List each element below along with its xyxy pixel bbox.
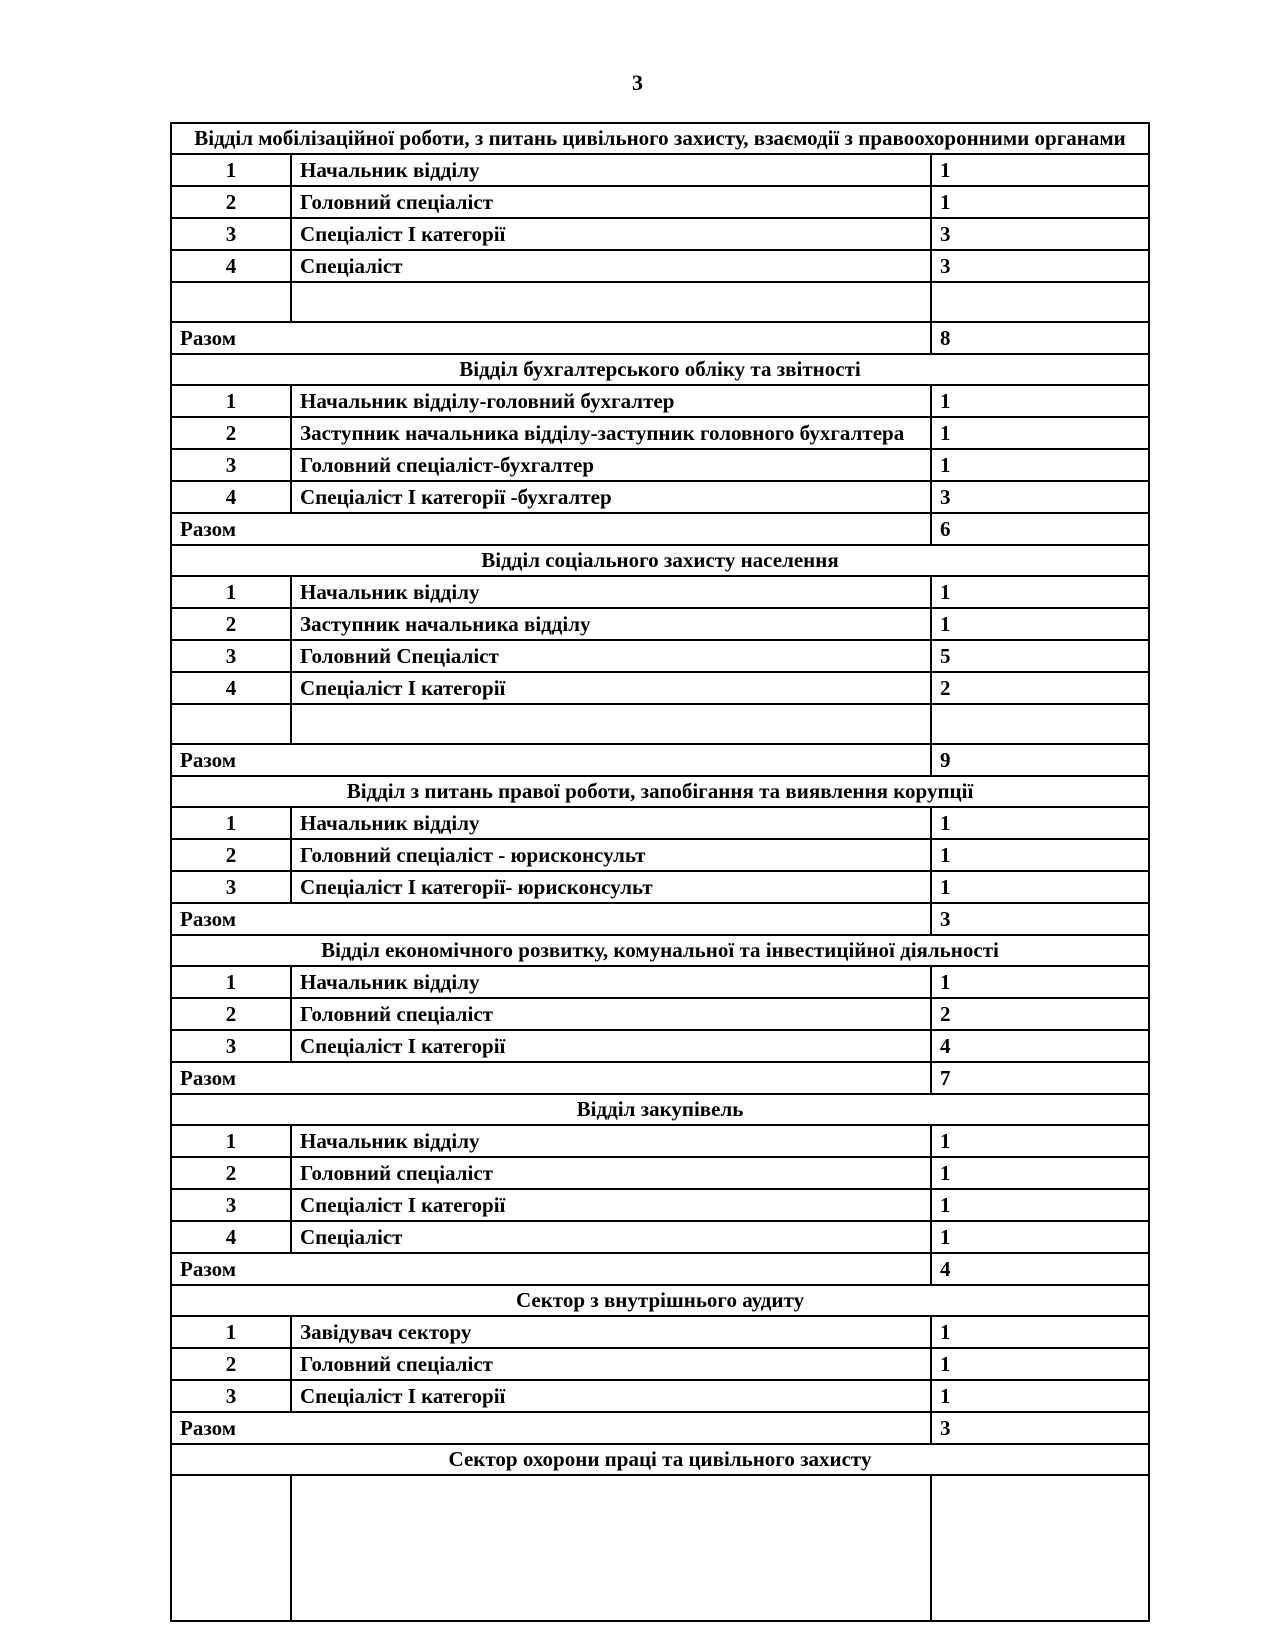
row-number-cell: 2 xyxy=(171,998,291,1030)
staff-count-cell: 2 xyxy=(931,998,1149,1030)
position-title-cell: Спеціаліст І категорії- юрисконсульт xyxy=(291,871,931,903)
row-number-cell: 4 xyxy=(171,1221,291,1253)
row-number-cell xyxy=(171,282,291,322)
total-row xyxy=(171,513,1149,545)
staff-count-cell: 1 xyxy=(931,807,1149,839)
page-number: 3 xyxy=(632,70,643,95)
position-title-cell: Начальник відділу xyxy=(291,807,931,839)
row-number-cell: 3 xyxy=(171,449,291,481)
table-row xyxy=(171,1380,1149,1412)
row-number-cell: 2 xyxy=(171,839,291,871)
row-number-cell: 1 xyxy=(171,1125,291,1157)
table-row xyxy=(171,640,1149,672)
staff-count-cell: 1 xyxy=(931,1380,1149,1412)
position-title-cell: Спеціаліст І категорії xyxy=(291,672,931,704)
row-number-cell: 1 xyxy=(171,1316,291,1348)
staff-count-cell: 1 xyxy=(931,871,1149,903)
total-label-cell: Разом xyxy=(171,322,931,354)
staff-count-cell: 1 xyxy=(931,1125,1149,1157)
position-title-cell: Заступник начальника відділу xyxy=(291,608,931,640)
position-title-cell: Спеціаліст xyxy=(291,250,931,282)
row-number-cell: 2 xyxy=(171,1157,291,1189)
position-title-cell: Спеціаліст І категорії xyxy=(291,218,931,250)
position-title-cell: Начальник відділу xyxy=(291,1125,931,1157)
position-title-cell: Головний спеціаліст xyxy=(291,998,931,1030)
table-row xyxy=(171,839,1149,871)
section-title: Відділ закупівель xyxy=(171,1094,1149,1125)
section-title: Сектор охорони праці та цивільного захисту xyxy=(171,1444,1149,1475)
row-number-cell: 3 xyxy=(171,218,291,250)
section-header-row xyxy=(171,354,1149,385)
staff-count-cell: 1 xyxy=(931,1221,1149,1253)
row-number-cell: 1 xyxy=(171,576,291,608)
section-title: Відділ соціального захисту населення xyxy=(171,545,1149,576)
position-title-cell: Спеціаліст І категорії -бухгалтер xyxy=(291,481,931,513)
staff-count-cell: 1 xyxy=(931,449,1149,481)
position-title-cell: Головний Спеціаліст xyxy=(291,640,931,672)
position-title-cell: Заступник начальника відділу-заступник головного бухгалтера xyxy=(291,417,931,449)
staffing-table xyxy=(170,122,1150,1622)
row-number-cell: 2 xyxy=(171,186,291,218)
row-number-cell xyxy=(171,704,291,744)
staff-count-cell: 1 xyxy=(931,1157,1149,1189)
section-header-row xyxy=(171,545,1149,576)
row-number-cell: 3 xyxy=(171,871,291,903)
table-row xyxy=(171,449,1149,481)
position-title-cell: Спеціаліст xyxy=(291,1221,931,1253)
row-number-cell: 1 xyxy=(171,154,291,186)
total-value-cell: 9 xyxy=(931,744,1149,776)
total-label-cell: Разом xyxy=(171,513,931,545)
position-title-cell: Головний спеціаліст-бухгалтер xyxy=(291,449,931,481)
table-row xyxy=(171,608,1149,640)
row-number-cell: 3 xyxy=(171,1030,291,1062)
total-value-cell: 8 xyxy=(931,322,1149,354)
total-row xyxy=(171,1062,1149,1094)
section-header-row xyxy=(171,1444,1149,1475)
total-row xyxy=(171,903,1149,935)
position-title-cell: Начальник відділу xyxy=(291,966,931,998)
table-row xyxy=(171,154,1149,186)
table-row xyxy=(171,672,1149,704)
row-number-cell: 4 xyxy=(171,672,291,704)
position-title-cell: Начальник відділу xyxy=(291,576,931,608)
total-label-cell: Разом xyxy=(171,1412,931,1444)
staff-count-cell: 1 xyxy=(931,576,1149,608)
section-title: Сектор з внутрішнього аудиту xyxy=(171,1285,1149,1316)
total-row xyxy=(171,1253,1149,1285)
staff-count-cell: 3 xyxy=(931,218,1149,250)
section-title: Відділ економічного розвитку, комунальної та інвестиційної діяльності xyxy=(171,935,1149,966)
position-title-cell: Завідувач сектору xyxy=(291,1316,931,1348)
position-title-cell: Спеціаліст І категорії xyxy=(291,1030,931,1062)
staff-count-cell: 1 xyxy=(931,1189,1149,1221)
staffing-table-body xyxy=(171,123,1149,1621)
table-row xyxy=(171,998,1149,1030)
row-number-cell: 3 xyxy=(171,1189,291,1221)
row-number-cell: 3 xyxy=(171,640,291,672)
row-number-cell: 2 xyxy=(171,608,291,640)
position-title-cell: Головний спеціаліст xyxy=(291,186,931,218)
section-header-row xyxy=(171,123,1149,154)
row-number-cell: 2 xyxy=(171,1348,291,1380)
position-title-cell xyxy=(291,704,931,744)
spacer-row xyxy=(171,1475,1149,1621)
table-row xyxy=(171,807,1149,839)
staff-count-cell: 4 xyxy=(931,1030,1149,1062)
position-title-cell: Начальник відділу-головний бухгалтер xyxy=(291,385,931,417)
table-row xyxy=(171,417,1149,449)
section-title: Відділ бухгалтерського обліку та звітності xyxy=(171,354,1149,385)
section-header-row xyxy=(171,776,1149,807)
table-row xyxy=(171,1316,1149,1348)
table-row xyxy=(171,576,1149,608)
row-number-cell: 3 xyxy=(171,1380,291,1412)
staff-count-cell: 1 xyxy=(931,1316,1149,1348)
position-title-cell xyxy=(291,1475,931,1621)
row-number-cell: 4 xyxy=(171,250,291,282)
staff-count-cell xyxy=(931,704,1149,744)
staff-count-cell: 1 xyxy=(931,839,1149,871)
total-value-cell: 4 xyxy=(931,1253,1149,1285)
table-row xyxy=(171,1125,1149,1157)
row-number-cell: 1 xyxy=(171,966,291,998)
staff-count-cell: 1 xyxy=(931,966,1149,998)
section-header-row xyxy=(171,1285,1149,1316)
total-row xyxy=(171,744,1149,776)
staff-count-cell xyxy=(931,282,1149,322)
section-header-row xyxy=(171,1094,1149,1125)
staff-count-cell: 1 xyxy=(931,186,1149,218)
row-number-cell: 2 xyxy=(171,417,291,449)
staff-count-cell: 1 xyxy=(931,1348,1149,1380)
table-row xyxy=(171,1221,1149,1253)
total-value-cell: 7 xyxy=(931,1062,1149,1094)
position-title-cell: Головний спеціаліст - юрисконсульт xyxy=(291,839,931,871)
table-row xyxy=(171,1348,1149,1380)
position-title-cell: Спеціаліст І категорії xyxy=(291,1380,931,1412)
staff-count-cell: 1 xyxy=(931,154,1149,186)
total-value-cell: 3 xyxy=(931,903,1149,935)
total-label-cell: Разом xyxy=(171,744,931,776)
staff-count-cell xyxy=(931,1475,1149,1621)
table-row xyxy=(171,871,1149,903)
total-row xyxy=(171,322,1149,354)
staff-count-cell: 3 xyxy=(931,481,1149,513)
table-row xyxy=(171,481,1149,513)
total-row xyxy=(171,1412,1149,1444)
spacer-row xyxy=(171,282,1149,322)
table-row xyxy=(171,250,1149,282)
total-label-cell: Разом xyxy=(171,903,931,935)
staff-count-cell: 5 xyxy=(931,640,1149,672)
table-row xyxy=(171,966,1149,998)
table-row xyxy=(171,186,1149,218)
staff-count-cell: 1 xyxy=(931,385,1149,417)
staff-count-cell: 2 xyxy=(931,672,1149,704)
table-row xyxy=(171,218,1149,250)
table-row xyxy=(171,385,1149,417)
row-number-cell: 1 xyxy=(171,807,291,839)
row-number-cell xyxy=(171,1475,291,1621)
section-title: Відділ мобілізаційної роботи, з питань цивільного захисту, взаємодії з правоохоронними органами xyxy=(171,123,1149,154)
staff-count-cell: 3 xyxy=(931,250,1149,282)
total-value-cell: 6 xyxy=(931,513,1149,545)
staff-count-cell: 1 xyxy=(931,608,1149,640)
position-title-cell: Начальник відділу xyxy=(291,154,931,186)
position-title-cell xyxy=(291,282,931,322)
table-row xyxy=(171,1189,1149,1221)
position-title-cell: Спеціаліст І категорії xyxy=(291,1189,931,1221)
total-value-cell: 3 xyxy=(931,1412,1149,1444)
position-title-cell: Головний спеціаліст xyxy=(291,1348,931,1380)
position-title-cell: Головний спеціаліст xyxy=(291,1157,931,1189)
row-number-cell: 1 xyxy=(171,385,291,417)
table-row xyxy=(171,1030,1149,1062)
spacer-row xyxy=(171,704,1149,744)
total-label-cell: Разом xyxy=(171,1253,931,1285)
table-row xyxy=(171,1157,1149,1189)
total-label-cell: Разом xyxy=(171,1062,931,1094)
row-number-cell: 4 xyxy=(171,481,291,513)
section-title: Відділ з питань правої роботи, запобігання та виявлення корупції xyxy=(171,776,1149,807)
section-header-row xyxy=(171,935,1149,966)
staff-count-cell: 1 xyxy=(931,417,1149,449)
